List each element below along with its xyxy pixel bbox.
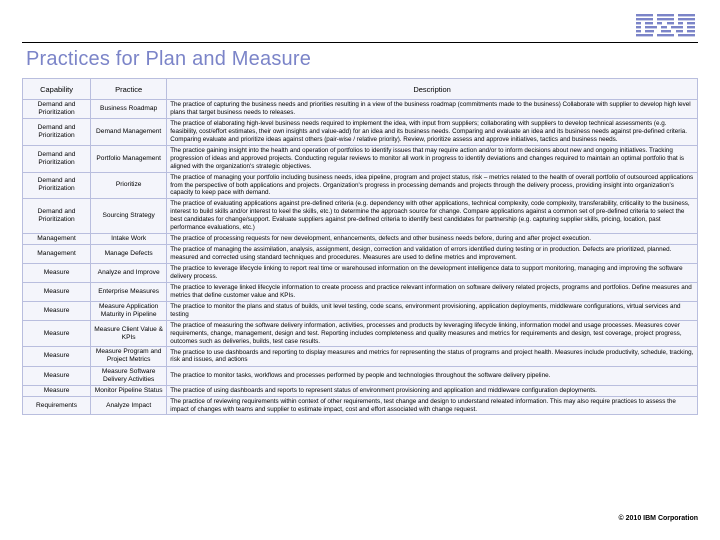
cell-capability: Management: [23, 234, 91, 245]
table-row: [23, 119, 698, 146]
cell-practice: Enterprise Measures: [91, 282, 167, 301]
cell-capability: Measure: [23, 347, 91, 366]
ibm-logo: [636, 14, 698, 38]
cell-capability: Management: [23, 245, 91, 264]
cell-practice: Analyze and Improve: [91, 263, 167, 282]
table-row: [23, 245, 698, 264]
column-header-capability: Capability: [23, 79, 91, 100]
table-row: [23, 347, 698, 366]
table-row: [23, 366, 698, 385]
table-header: [23, 79, 698, 100]
practices-table-container: [22, 78, 698, 415]
cell-capability: Demand and Prioritization: [23, 145, 91, 172]
cell-capability: Demand and Prioritization: [23, 100, 91, 119]
cell-practice: Measure Software Delivery Activities: [91, 366, 167, 385]
cell-description: The practice to use dashboards and reporting to display measures and metrics for representing the status of programs and project health. Measures include productivity, schedule, tracking, risk and issues, and actions: [167, 347, 698, 366]
cell-practice: Analyze Impact: [91, 396, 167, 415]
cell-practice: Monitor Pipeline Status: [91, 385, 167, 396]
cell-capability: Measure: [23, 385, 91, 396]
cell-capability: Demand and Prioritization: [23, 119, 91, 146]
table-row: [23, 263, 698, 282]
table-row: [23, 199, 698, 234]
practices-table: [22, 78, 698, 415]
cell-description: The practice of managing the assimilation, analysis, assignment, design, correction and validation of errors identified during testing or in production. Defects are prioritized, planned. measured and corrected using standard techniques and procedures. Measures are used to define metrics and improvement.: [167, 245, 698, 264]
cell-capability: Measure: [23, 366, 91, 385]
cell-capability: Demand and Prioritization: [23, 199, 91, 234]
table-row: [23, 172, 698, 199]
cell-description: The practice of managing your portfolio including business needs, idea pipeline, program and project status, risk – metrics related to the health of overall portfolio of outsourced applications from the perspective of both applications and projects. Organization's progress in processing demands and projects through the delivery process, providing insight into organization's capacity to keep pace with demand.: [167, 172, 698, 199]
table-row: [23, 234, 698, 245]
cell-description: The practice of capturing the business needs and priorities resulting in a view of the business roadmap (commitments made to the business) Collaborate with supplier to develop high level plans that target business needs to releases.: [167, 100, 698, 119]
cell-description: The practice of measuring the software delivery information, activities, processes and products by leveraging lifecycle linking, information model and usage processes. Measures cover requirements, change, management, design and test. Reporting includes completeness and quality measures and metrics for requirements and design, test coverage, project progress, outcomes such as deliveries, builds, test case results.: [167, 320, 698, 347]
cell-practice: Intake Work: [91, 234, 167, 245]
cell-description: The practice of reviewing requirements within context of other requirements, test change and design to understand releated information. This may also require practices to assess the impact of changes with teams and supplier to estimate impact, cost and effort associated with change request.: [167, 396, 698, 415]
cell-description: The practice of evaluating applications against pre-defined criteria (e.g. dependency with other applications, technical complexity, code complexity, transferability, criticality to the business, interest to build skills and/or interest to keel the skills, etc.) to determine the approach source for change. Compare applications against a common set of pre-defined criteria to select the best candidates for change/support. Evaluate suppliers against pre-defined criteria to identify best candidates for partnership (e.g. capturing supplier skills, pricing, location, past performance evaluations, etc.): [167, 199, 698, 234]
cell-description: The practice to leverage lifecycle linking to report real time or warehoused information on the development intelligence data to support monitoring, managing and improving the software delivery process.: [167, 263, 698, 282]
table-row: [23, 396, 698, 415]
cell-capability: Demand and Prioritization: [23, 172, 91, 199]
footer-copyright: © 2010 IBM Corporation: [618, 515, 698, 522]
column-header-practice: Practice: [91, 79, 167, 100]
cell-practice: Business Roadmap: [91, 100, 167, 119]
cell-capability: Measure: [23, 320, 91, 347]
cell-practice: Manage Defects: [91, 245, 167, 264]
cell-description: The practice to monitor tasks, workflows and processes performed by people and technologies throughout the software delivery pipeline.: [167, 366, 698, 385]
table-row: [23, 100, 698, 119]
cell-description: The practice of elaborating high-level business needs required to implement the idea, with input from suppliers; collaborating with suppliers to develop technical assessments (e.g. feasibility, cost/effort estimates, their own insights and value-add) for an idea and its business needs. Comparing and evaluate an idea and its business needs against pre-defined criteria. Comparing evaluate and prioritize ideas against others (pair-wise / relative priority). Review, prioritize assess and approve initiatives, tactics and business needs.: [167, 119, 698, 146]
column-header-description: Description: [167, 79, 698, 100]
table-row: [23, 145, 698, 172]
cell-practice: Prioritize: [91, 172, 167, 199]
header-divider: [22, 42, 698, 43]
cell-practice: Measure Client Value & KPIs: [91, 320, 167, 347]
cell-practice: Portfolio Management: [91, 145, 167, 172]
cell-description: The practice gaining insight into the health and operation of portfolios to identify issues that may require action and/or to inform decisions about new and ongoing initiatives. Tracking progression of ideas and approved projects. Conducting regular reviews to monitor all work in progress to identify deviations and changes required to maintain an optimal portfolio that is aligned with the organization's strategic objectives.: [167, 145, 698, 172]
cell-description: The practice of using dashboards and reports to represent status of environment provisioning and application and middleware configuration deployments.: [167, 385, 698, 396]
cell-description: The practice of processing requests for new development, enhancements, defects and other business needs before, during and after project execution.: [167, 234, 698, 245]
cell-practice: Demand Management: [91, 119, 167, 146]
table-row: [23, 320, 698, 347]
cell-description: The practice to monitor the plans and status of builds, unit level testing, code scans, environment provisioning, application deployments, middleware configurations, virtual services and testing: [167, 301, 698, 320]
table-row: [23, 385, 698, 396]
table-row: [23, 301, 698, 320]
cell-description: The practice to leverage linked lifecycle information to create process and practice relevant information on software delivery related projects, programs and portfolios. Define measures and metrics that define customer value and KPIs.: [167, 282, 698, 301]
cell-capability: Measure: [23, 282, 91, 301]
cell-practice: Measure Application Maturity in Pipeline: [91, 301, 167, 320]
table-row: [23, 282, 698, 301]
cell-capability: Measure: [23, 301, 91, 320]
cell-capability: Measure: [23, 263, 91, 282]
cell-practice: Measure Program and Project Metrics: [91, 347, 167, 366]
cell-practice: Sourcing Strategy: [91, 199, 167, 234]
page-title: Practices for Plan and Measure: [26, 48, 312, 70]
table-header-row: [23, 79, 698, 100]
table-body: [23, 100, 698, 415]
cell-capability: Requirements: [23, 396, 91, 415]
